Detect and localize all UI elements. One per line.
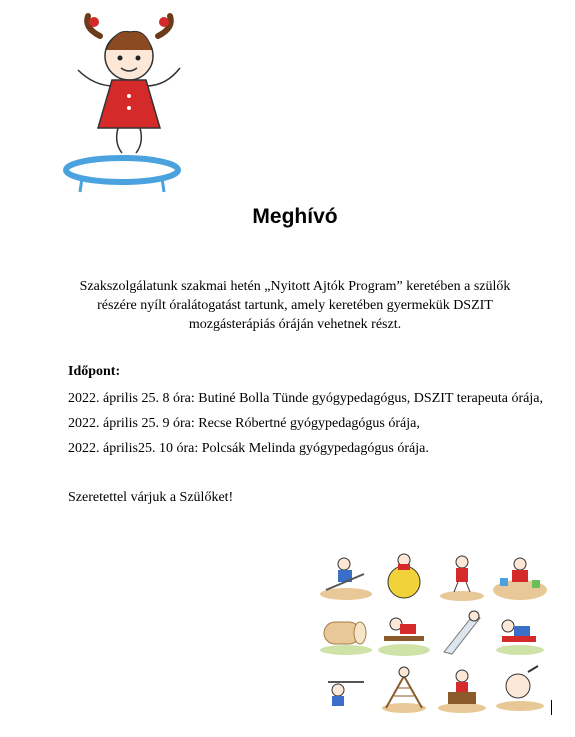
scooter-board-icon bbox=[492, 606, 548, 658]
schedule-item: 2022. április25. 10 óra: Polcsák Melinda gyógypedagógus órája. bbox=[68, 441, 429, 456]
girl-trampoline-illustration bbox=[62, 8, 202, 198]
tunnel-crawl-icon bbox=[318, 606, 374, 658]
ladder-climb-icon bbox=[376, 662, 432, 714]
schedule-label: Időpont: bbox=[68, 364, 121, 379]
ball-exercise-icon bbox=[376, 550, 432, 602]
swing-icon bbox=[318, 662, 374, 714]
schedule-item: 2022. április 25. 8 óra: Butiné Bolla Tünde gyógypedagógus, DSZIT terapeuta órája, bbox=[68, 391, 543, 406]
text-cursor bbox=[551, 700, 552, 715]
closing-text: Szeretettel várjuk a Szülőket! bbox=[68, 490, 234, 505]
page-title: Meghívó bbox=[252, 205, 338, 228]
stepping-box-icon bbox=[434, 662, 490, 714]
slide-icon bbox=[434, 606, 490, 658]
child-jumping-icon bbox=[434, 550, 490, 602]
intro-paragraph: Szakszolgálatunk szakmai hetén „Nyitott Ajtók Program” keretében a szülők részére nyílt óralátogatást tartunk, amely keretében gyermekük DSZIT mozgásterápiás óráján vehetnek részt. bbox=[79, 279, 511, 332]
child-climbing-icon bbox=[318, 550, 374, 602]
rolling-exercise-icon bbox=[492, 662, 548, 714]
schedule-item: 2022. április 25. 9 óra: Recse Róbertné gyógypedagógus órája, bbox=[68, 416, 420, 431]
balance-beam-icon bbox=[376, 606, 432, 658]
activity-illustrations bbox=[318, 550, 548, 715]
sandbox-play-icon bbox=[492, 550, 548, 602]
